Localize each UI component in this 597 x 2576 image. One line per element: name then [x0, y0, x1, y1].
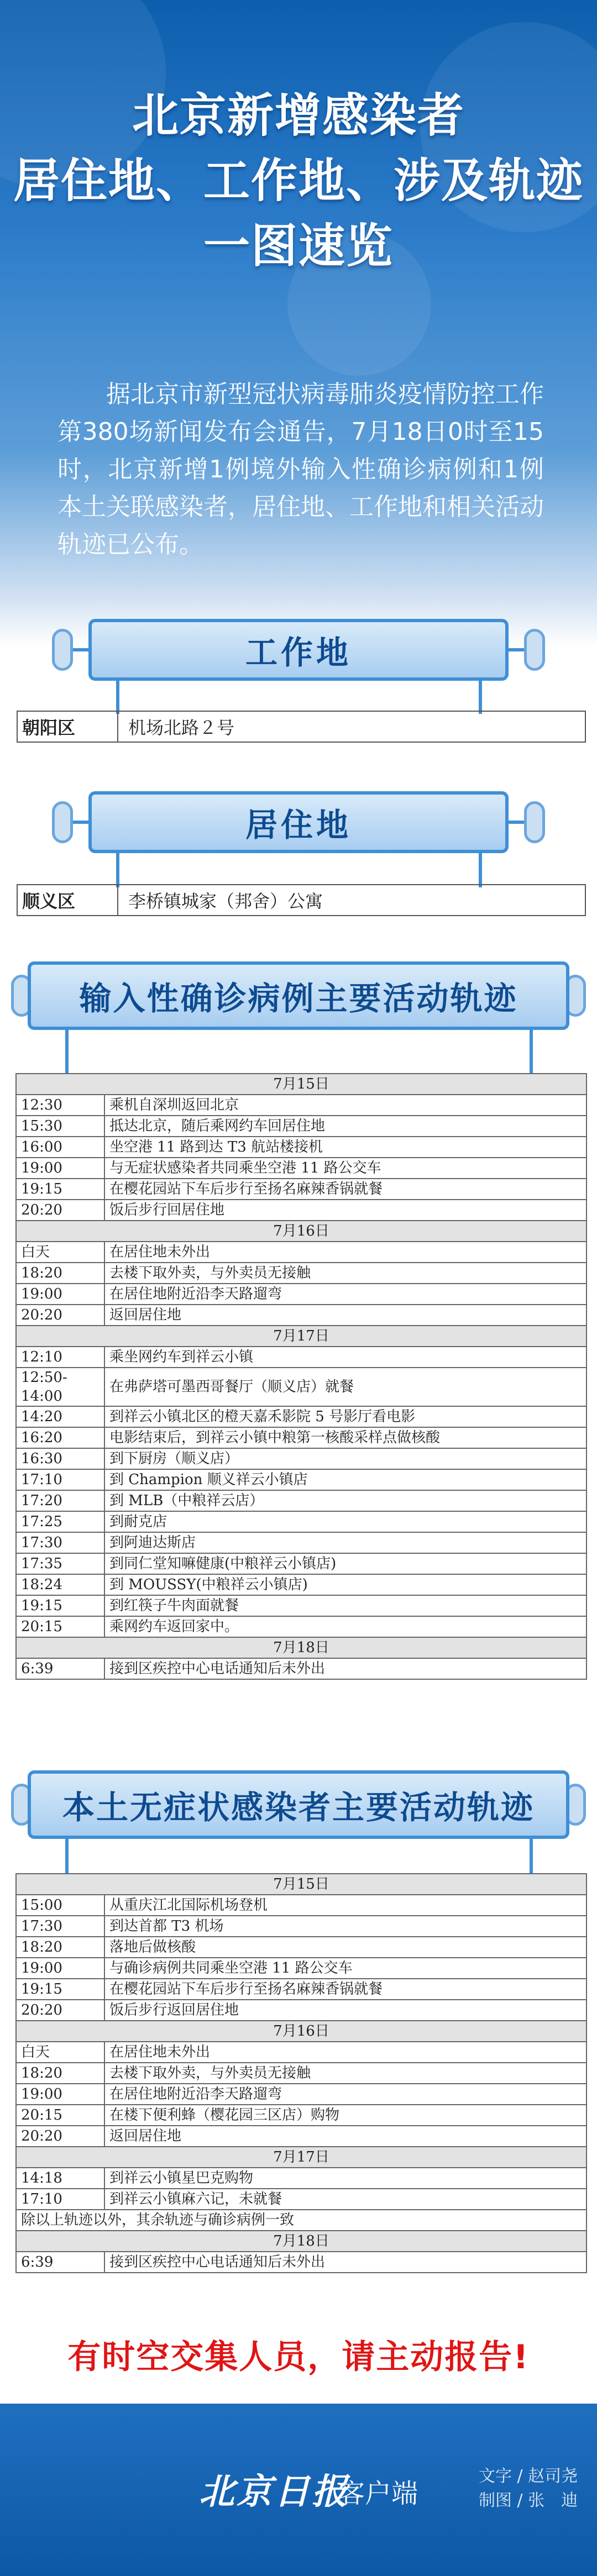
- date-row: [16, 2231, 586, 2252]
- table-row: [16, 1095, 586, 1116]
- track-description: 到 Champion 顺义祥云小镇店: [104, 1469, 586, 1490]
- intro-paragraph: 据北京市新型冠状病毒肺炎疫情防控工作第380场新闻发布会通告，7月18日0时至15时，北京新增1例境外输入性确诊病例和1例本土关联感染者，居住地、工作地和相关活动轨迹已公布。: [57, 380, 544, 559]
- date-label: 7月16日: [16, 1221, 586, 1242]
- table-row: [16, 2105, 586, 2126]
- table-row: [16, 1490, 586, 1511]
- table-row: [16, 1427, 586, 1448]
- track-time: 17:30: [16, 1916, 104, 1937]
- track-description: 落地后做核酸: [104, 1937, 586, 1958]
- imported-track-table: [15, 1073, 587, 1680]
- track-time: 18:24: [16, 1574, 104, 1595]
- track-time: 19:15: [16, 1979, 104, 2000]
- connector-line: [507, 648, 524, 651]
- table-row: [16, 2063, 586, 2084]
- date-row: [16, 2021, 586, 2042]
- track-description: 从重庆江北国际机场登机: [104, 1895, 586, 1916]
- track-time: 18:20: [16, 1937, 104, 1958]
- track-time: 17:35: [16, 1553, 104, 1574]
- workplace-row: [17, 711, 586, 743]
- track-description: 在樱花园站下车后步行至扬名麻辣香锅就餐: [104, 1179, 586, 1200]
- track-time: 6:39: [16, 1658, 104, 1679]
- table-row: [16, 1448, 586, 1469]
- header-pill-right: [524, 801, 545, 843]
- date-label: 7月15日: [16, 1874, 586, 1895]
- connector-line: [73, 821, 90, 824]
- connector-line: [65, 1839, 69, 1875]
- connector-line: [479, 853, 482, 887]
- connector-line: [116, 853, 119, 887]
- header-pill-right: [524, 629, 545, 671]
- date-label: 7月18日: [16, 2231, 586, 2252]
- residence-address: 李桥镇城家（邦舍）公寓: [128, 891, 323, 912]
- track-time: 17:25: [16, 1511, 104, 1532]
- track-description: 电影结束后，到祥云小镇中粮第一核酸采样点做核酸: [104, 1427, 586, 1448]
- table-row: [16, 1616, 586, 1637]
- track-time: 16:00: [16, 1137, 104, 1158]
- credit-text: 文字 / 赵司尧: [479, 2467, 578, 2486]
- workplace-address: 机场北路２号: [128, 717, 235, 738]
- table-row: [16, 1958, 586, 1979]
- track-description: 接到区疾控中心电话通知后未外出: [104, 2252, 586, 2273]
- track-time: 17:20: [16, 1490, 104, 1511]
- track-description: 去楼下取外卖，与外卖员无接触: [104, 2063, 586, 2084]
- date-label: 7月18日: [16, 1637, 586, 1658]
- credits: [479, 2464, 578, 2513]
- track-time: 20:20: [16, 1200, 104, 1221]
- track-description: 坐空港 11 路到达 T3 航站楼接机: [104, 1137, 586, 1158]
- track-time: 18:20: [16, 2063, 104, 2084]
- connector-line: [530, 1030, 533, 1075]
- track-description: 到下厨房（顺义店）: [104, 1448, 586, 1469]
- local-track-header: 本土无症状感染者主要活动轨迹: [28, 1770, 569, 1839]
- track-description: 接到区疾控中心电话通知后未外出: [104, 1658, 586, 1679]
- table-row: [16, 1574, 586, 1595]
- track-time: 19:15: [16, 1179, 104, 1200]
- track-description: 乘坐网约车到祥云小镇: [104, 1347, 586, 1368]
- connector-line: [65, 1030, 69, 1075]
- track-description: 到耐克店: [104, 1511, 586, 1532]
- table-row: [16, 1347, 586, 1368]
- table-row: [16, 1116, 586, 1137]
- track-description: 到祥云小镇麻六记，未就餐: [104, 2189, 586, 2210]
- track-description: 到红筷子牛肉面就餐: [104, 1595, 586, 1616]
- note-row: [16, 2210, 586, 2231]
- track-time: 6:39: [16, 2252, 104, 2273]
- track-time: 20:20: [16, 2000, 104, 2021]
- table-row: [16, 1179, 586, 1200]
- track-description: 到 MLB（中粮祥云店）: [104, 1490, 586, 1511]
- table-row: [16, 1595, 586, 1616]
- hero-banner: [0, 0, 597, 646]
- track-description: 到 MOUSSY(中粮祥云小镇店): [104, 1574, 586, 1595]
- track-time: 12:10: [16, 1347, 104, 1368]
- track-time: 18:20: [16, 1263, 104, 1284]
- track-time: 14:20: [16, 1406, 104, 1427]
- table-row: [16, 2252, 586, 2273]
- track-description: 返回居住地: [104, 1305, 586, 1326]
- table-row: [16, 1937, 586, 1958]
- credit-design: 制图 / 张 迪: [479, 2491, 578, 2510]
- residence-district: 顺义区: [18, 885, 118, 915]
- report-warning: 有时空交集人员，请主动报告!: [67, 2338, 530, 2377]
- date-label: 7月17日: [16, 1326, 586, 1347]
- track-time: 19:00: [16, 1284, 104, 1305]
- imported-track-header: 输入性确诊病例主要活动轨迹: [28, 961, 569, 1030]
- header-pill-left: [52, 801, 73, 843]
- title-line-1: 北京新增感染者: [132, 88, 465, 143]
- brand-logo-suffix: 客户端: [338, 2478, 418, 2509]
- page-title: [0, 83, 597, 278]
- track-time: 白天: [16, 1242, 104, 1263]
- table-row: [16, 1895, 586, 1916]
- track-description: 到达首都 T3 机场: [104, 1916, 586, 1937]
- workplace-header: 工作地: [88, 619, 509, 681]
- track-description: 在居住地附近沿李天路遛弯: [104, 2084, 586, 2105]
- track-time: 20:20: [16, 1305, 104, 1326]
- track-description: 在居住地未外出: [104, 2042, 586, 2063]
- track-time: 19:00: [16, 1958, 104, 1979]
- residence-row: [17, 884, 586, 916]
- title-line-2: 居住地、工作地、涉及轨迹: [13, 154, 584, 208]
- workplace-district: 朝阳区: [18, 712, 118, 742]
- track-description: 到祥云小镇星巴克购物: [104, 2168, 586, 2189]
- date-row: [16, 1637, 586, 1658]
- track-description: 返回居住地: [104, 2126, 586, 2147]
- table-row: [16, 1368, 586, 1406]
- table-row: [16, 2126, 586, 2147]
- track-description: 抵达北京，随后乘网约车回居住地: [104, 1116, 586, 1137]
- track-time: 17:30: [16, 1532, 104, 1553]
- track-description: 饭后步行返回居住地: [104, 2000, 586, 2021]
- table-row: [16, 1158, 586, 1179]
- track-note: 除以上轨迹以外，其余轨迹与确诊病例一致: [16, 2210, 586, 2231]
- table-row: [16, 1137, 586, 1158]
- table-row: [16, 1916, 586, 1937]
- track-time: 15:30: [16, 1116, 104, 1137]
- table-row: [16, 1305, 586, 1326]
- table-row: [16, 1979, 586, 2000]
- date-row: [16, 1874, 586, 1895]
- track-time: 17:10: [16, 1469, 104, 1490]
- track-description: 饭后步行回居住地: [104, 1200, 586, 1221]
- track-description: 在弗萨塔可墨西哥餐厅（顺义店）就餐: [104, 1368, 586, 1406]
- date-label: 7月17日: [16, 2147, 586, 2168]
- brand-logo: 北京日报: [199, 2471, 349, 2512]
- table-row: [16, 2000, 586, 2021]
- header-pill-left: [52, 629, 73, 671]
- track-description: 乘机自深圳返回北京: [104, 1095, 586, 1116]
- track-time: 12:50- 14:00: [16, 1368, 104, 1406]
- date-row: [16, 1221, 586, 1242]
- track-time: 16:20: [16, 1427, 104, 1448]
- track-time: 16:30: [16, 1448, 104, 1469]
- date-row: [16, 2147, 586, 2168]
- table-row: [16, 2084, 586, 2105]
- date-label: 7月15日: [16, 1074, 586, 1095]
- track-time: 19:00: [16, 1158, 104, 1179]
- track-time: 19:00: [16, 2084, 104, 2105]
- track-time: 白天: [16, 2042, 104, 2063]
- table-row: [16, 1200, 586, 1221]
- track-time: 15:00: [16, 1895, 104, 1916]
- track-description: 在居住地附近沿李天路遛弯: [104, 1284, 586, 1305]
- table-row: [16, 1263, 586, 1284]
- table-row: [16, 1469, 586, 1490]
- residence-header: 居住地: [88, 791, 509, 853]
- table-row: [16, 1406, 586, 1427]
- connector-line: [116, 681, 119, 714]
- track-description: 到祥云小镇北区的橙天嘉禾影院 5 号影厅看电影: [104, 1406, 586, 1427]
- track-time: 14:18: [16, 2168, 104, 2189]
- table-row: [16, 1532, 586, 1553]
- track-time: 20:20: [16, 2126, 104, 2147]
- date-row: [16, 1074, 586, 1095]
- table-row: [16, 2189, 586, 2210]
- table-row: [16, 1284, 586, 1305]
- connector-line: [479, 681, 482, 714]
- track-description: 在樱花园站下车后步行至扬名麻辣香锅就餐: [104, 1979, 586, 2000]
- connector-line: [73, 648, 90, 651]
- track-description: 到阿迪达斯店: [104, 1532, 586, 1553]
- table-row: [16, 2168, 586, 2189]
- track-description: 与无症状感染者共同乘坐空港 11 路公交车: [104, 1158, 586, 1179]
- track-time: 19:15: [16, 1595, 104, 1616]
- connector-line: [530, 1839, 533, 1875]
- track-description: 在楼下便利蜂（樱花园三区店）购物: [104, 2105, 586, 2126]
- track-time: 17:10: [16, 2189, 104, 2210]
- local-track-table: [15, 1873, 587, 2273]
- table-row: [16, 2042, 586, 2063]
- date-label: 7月16日: [16, 2021, 586, 2042]
- track-description: 在居住地未外出: [104, 1242, 586, 1263]
- track-time: 20:15: [16, 1616, 104, 1637]
- track-description: 与确诊病例共同乘坐空港 11 路公交车: [104, 1958, 586, 1979]
- table-row: [16, 1242, 586, 1263]
- footer: [0, 2404, 597, 2576]
- table-row: [16, 1511, 586, 1532]
- date-row: [16, 1326, 586, 1347]
- title-line-3: 一图速览: [203, 219, 394, 273]
- track-description: 去楼下取外卖，与外卖员无接触: [104, 1263, 586, 1284]
- track-description: 到同仁堂知嘛健康(中粮祥云小镇店): [104, 1553, 586, 1574]
- table-row: [16, 1553, 586, 1574]
- track-description: 乘网约车返回家中。: [104, 1616, 586, 1637]
- track-time: 12:30: [16, 1095, 104, 1116]
- table-row: [16, 1658, 586, 1679]
- connector-line: [507, 821, 524, 824]
- track-time: 20:15: [16, 2105, 104, 2126]
